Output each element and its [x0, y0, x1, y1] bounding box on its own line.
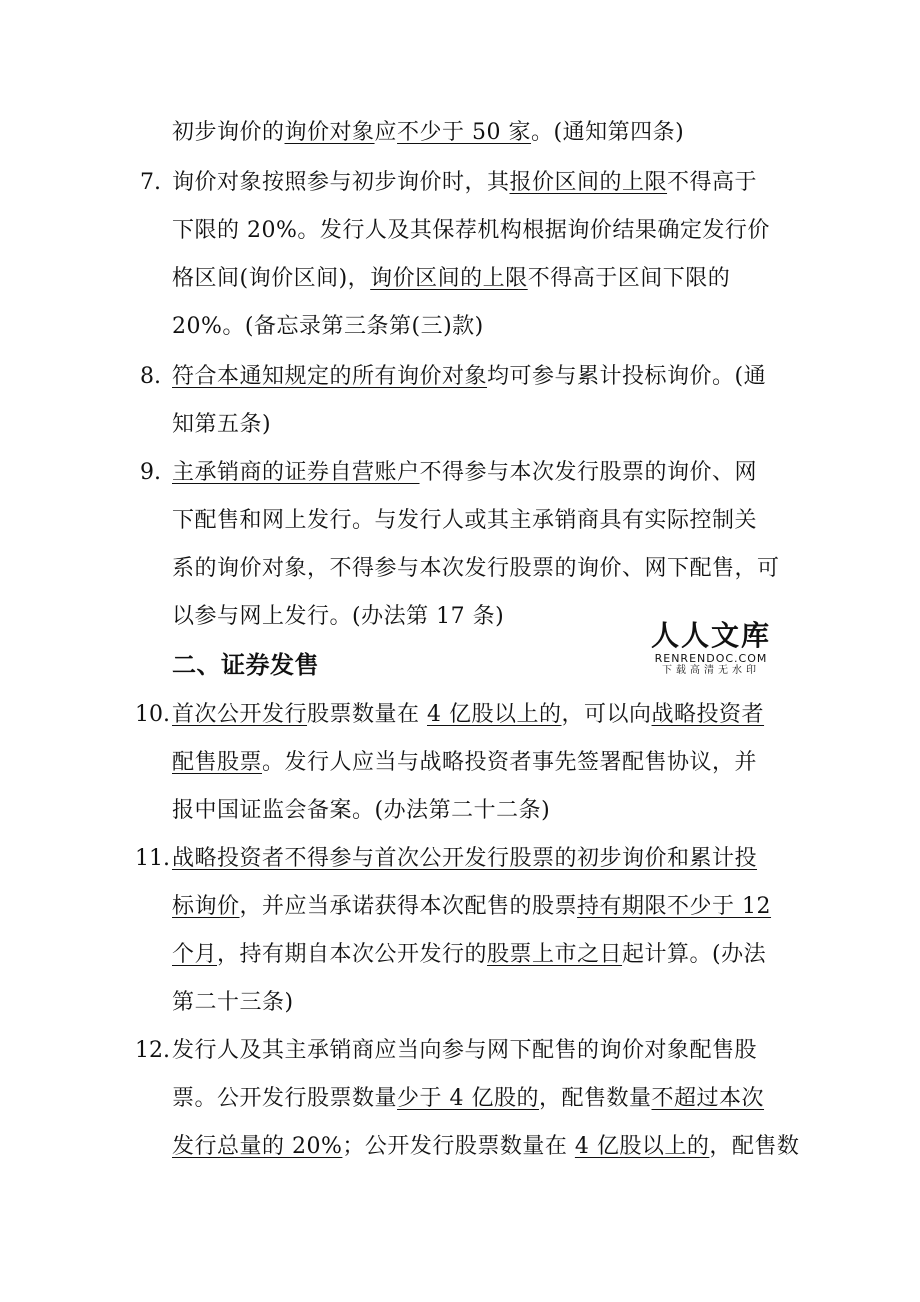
- underlined-text: 4 亿股以上的: [427, 702, 562, 727]
- text-run: 起计算。(办法: [622, 942, 767, 967]
- text-run: ，可以向: [561, 702, 652, 727]
- text-line: [172, 168, 757, 198]
- item-number: 9.: [140, 460, 161, 485]
- text-line: 报中国证监会备案。(办法第二十二条): [172, 798, 551, 823]
- text-line: [172, 362, 766, 392]
- text-run: 不得高于区间下限的: [527, 266, 731, 291]
- text-line: 下配售和网上发行。与发行人或其主承销商具有实际控制关: [172, 508, 758, 533]
- text-line: [172, 844, 757, 874]
- text-run: 。(通知第四条): [531, 120, 685, 145]
- item-number: 7.: [140, 170, 161, 195]
- text-run: 均可参与累计投标询价。(通: [487, 364, 767, 389]
- underlined-text: 不少于 50 家: [397, 120, 532, 145]
- text-run: 不得参与本次发行股票的询价、网: [419, 460, 758, 485]
- underlined-text: 首次公开发行: [172, 702, 308, 727]
- text-line: 发行人及其主承销商应当向参与网下配售的询价对象配售股: [172, 1038, 758, 1063]
- watermark-url: RENRENDOC.COM: [654, 652, 768, 665]
- watermark-logo: [646, 620, 776, 677]
- underlined-text: 持有期限不少于 12: [577, 894, 772, 919]
- text-run: ；公开发行股票数量在: [342, 1134, 575, 1159]
- text-run: ，持有期自本次公开发行的: [217, 942, 488, 967]
- underlined-text: 报价区间的上限: [509, 170, 668, 195]
- underlined-text: 询价区间的上限: [370, 266, 528, 291]
- underlined-text: 发行总量的 20%: [172, 1134, 343, 1159]
- watermark-subtitle: 下载高清无水印: [662, 665, 760, 676]
- text-line: [172, 748, 757, 778]
- text-run: 格区间(询价区间)，: [172, 266, 371, 291]
- text-run: 应: [374, 120, 398, 145]
- text-run: 票。公开发行股票数量: [172, 1086, 398, 1111]
- text-line: 第二十三条): [172, 990, 294, 1015]
- text-run: 不得高于: [667, 170, 758, 195]
- text-run: 询价对象按照参与初步询价时，其: [172, 170, 510, 195]
- item-number: 10.: [135, 702, 170, 727]
- underlined-text: 配售股票: [172, 750, 263, 775]
- text-line: [172, 1084, 764, 1114]
- section-heading: 二、证券发售: [172, 650, 319, 679]
- underlined-text: 战略投资者: [651, 702, 765, 727]
- text-run: 初步询价的: [172, 120, 285, 145]
- text-line: [172, 892, 771, 922]
- text-line: [172, 1132, 799, 1162]
- text-line: 20%。(备忘录第三条第(三)款): [172, 314, 484, 339]
- text-run: ，并应当承诺获得本次配售的股票: [239, 894, 578, 919]
- text-line: 下限的 20%。发行人及其保荐机构根据询价结果确定发行价: [172, 218, 770, 243]
- underlined-text: 股票上市之日: [487, 942, 623, 967]
- text-line: 知第五条): [172, 412, 272, 437]
- underlined-text: 4 亿股以上的: [574, 1134, 710, 1159]
- underlined-text: 标询价: [172, 894, 240, 919]
- text-line: [172, 118, 684, 148]
- underlined-text: 不超过本次: [651, 1086, 765, 1111]
- underlined-text: 符合本通知规定的所有询价对象: [172, 364, 488, 389]
- text-line: [172, 940, 766, 970]
- text-run: 。发行人应当与战略投资者事先签署配售协议，并: [262, 750, 758, 775]
- text-run: 股票数量在: [307, 702, 428, 727]
- underlined-text: 主承销商的证券自营账户: [172, 460, 420, 485]
- item-number: 12.: [135, 1038, 170, 1063]
- text-line: [172, 264, 730, 294]
- item-number: 11.: [135, 846, 170, 871]
- item-number: 8.: [140, 364, 161, 389]
- text-line: [172, 458, 757, 488]
- underlined-text: 少于 4 亿股的: [397, 1086, 539, 1111]
- underlined-text: 战略投资者不得参与首次公开发行股票的初步询价和累计投: [172, 846, 758, 871]
- text-line: 以参与网上发行。(办法第 17 条): [172, 604, 505, 629]
- text-run: ，配售数: [709, 1134, 800, 1159]
- text-run: ，配售数量: [539, 1086, 652, 1111]
- watermark-title: 人人文库: [650, 619, 771, 652]
- underlined-text: 询价对象: [284, 120, 375, 145]
- text-line: [172, 700, 764, 730]
- underlined-text: 个月: [172, 942, 218, 967]
- text-line: 系的询价对象，不得参与本次发行股票的询价、网下配售，可: [172, 556, 780, 581]
